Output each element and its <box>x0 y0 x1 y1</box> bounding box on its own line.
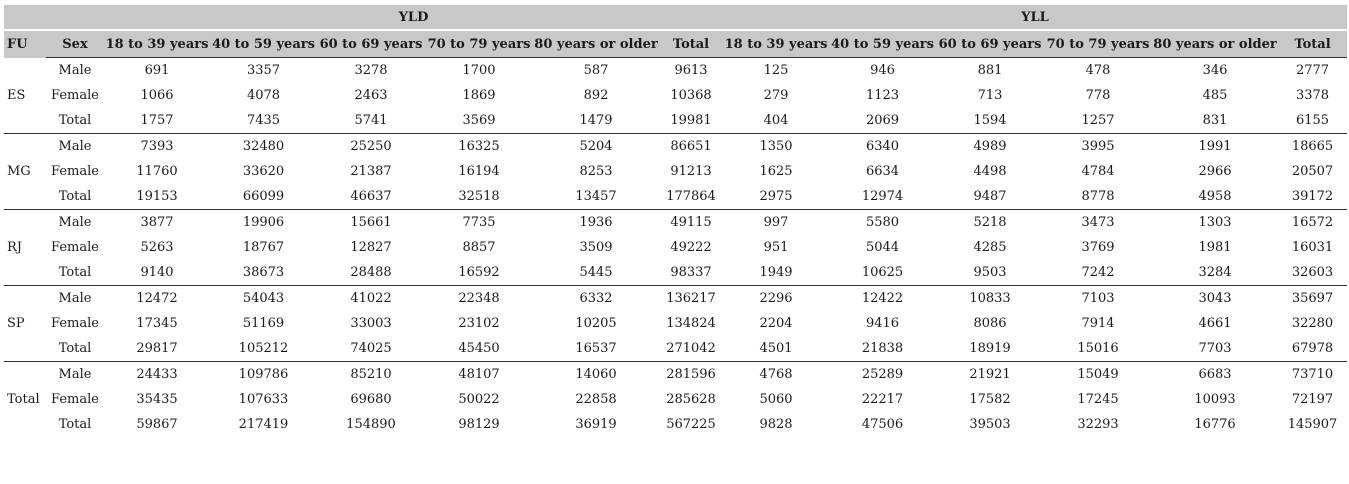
table-row <box>4 108 1347 134</box>
cell-yld-total: 49222 <box>670 240 712 255</box>
cell-yll-80-plus: 6683 <box>1152 362 1278 388</box>
table-row <box>4 83 1347 108</box>
cell-yll-70-79: 15016 <box>1077 341 1119 356</box>
cell-yld-70-79: 48107 <box>425 362 533 388</box>
cell-yld-80-plus: 5445 <box>579 265 613 280</box>
cell-yld-total: 98337 <box>670 265 712 280</box>
cell-yll-70-79: 32293 <box>1077 417 1119 432</box>
cell-yld-total: 86651 <box>659 134 723 160</box>
cell-yld-40-59: 38673 <box>242 265 285 280</box>
cell-fu <box>4 108 46 134</box>
cell-sex: Female <box>51 392 99 407</box>
cell-yld-total: 281596 <box>659 362 723 388</box>
table-row <box>4 412 1347 437</box>
cell-yld-40-59: 51169 <box>242 316 285 331</box>
column-header-yll-18-39: 18 to 39 years <box>723 30 829 58</box>
cell-sex: Female <box>51 316 99 331</box>
cell-yld-18-39: 1757 <box>140 113 174 128</box>
cell-yll-60-69: 17582 <box>969 392 1011 407</box>
cell-yld-70-79: 16325 <box>425 134 533 160</box>
cell-yll-18-39: 951 <box>763 240 789 255</box>
cell-yll-40-59: 47506 <box>861 417 904 432</box>
column-header-yld-80-plus: 80 years or older <box>533 30 659 58</box>
cell-yld-80-plus: 8253 <box>579 164 613 179</box>
cell-yld-18-39: 35435 <box>136 392 178 407</box>
cell-yld-18-39: 3877 <box>104 210 210 236</box>
cell-yld-80-plus: 14060 <box>533 362 659 388</box>
cell-yld-60-69: 21387 <box>350 164 392 179</box>
cell-yld-total: 9613 <box>659 58 723 84</box>
cell-yld-18-39: 5263 <box>140 240 174 255</box>
cell-yll-70-79: 3995 <box>1044 134 1152 160</box>
table-row <box>4 134 1347 160</box>
cell-yld-70-79: 3569 <box>462 113 496 128</box>
cell-yll-60-69: 9487 <box>973 189 1007 204</box>
cell-yll-total: 16572 <box>1278 210 1347 236</box>
cell-yld-60-69: 85210 <box>317 362 425 388</box>
cell-yld-70-79: 23102 <box>458 316 500 331</box>
cell-fu <box>4 362 46 388</box>
cell-yll-40-59: 946 <box>829 58 936 84</box>
cell-yld-70-79: 22348 <box>425 286 533 312</box>
cell-yld-total: 91213 <box>670 164 712 179</box>
cell-yll-total: 2777 <box>1278 58 1347 84</box>
cell-yld-total: 567225 <box>666 417 716 432</box>
column-header-yld-70-79: 70 to 79 years <box>425 30 533 58</box>
cell-yld-40-59: 107633 <box>238 392 289 407</box>
cell-yll-40-59: 2069 <box>865 113 900 128</box>
column-header-yll-80-plus: 80 years or older <box>1152 30 1278 58</box>
cell-yld-40-59: 54043 <box>210 286 317 312</box>
cell-yll-18-39: 1949 <box>759 265 793 280</box>
cell-yld-total: 19981 <box>670 113 712 128</box>
cell-yld-70-79: 1700 <box>425 58 533 84</box>
column-header-sex: Sex <box>46 30 104 58</box>
cell-yld-60-69: 25250 <box>317 134 425 160</box>
cell-yll-total: 6155 <box>1295 113 1330 128</box>
column-header-fu: FU <box>4 30 46 58</box>
cell-yll-70-79: 7103 <box>1044 286 1152 312</box>
cell-yll-60-69: 9503 <box>973 265 1007 280</box>
cell-yll-60-69: 881 <box>936 58 1044 84</box>
column-header-row <box>4 30 1347 58</box>
cell-yld-80-plus: 36919 <box>575 417 617 432</box>
column-header-yll-60-69: 60 to 69 years <box>936 30 1044 58</box>
cell-yld-40-59: 105212 <box>238 341 289 356</box>
cell-yll-60-69: 4285 <box>973 240 1007 255</box>
cell-yld-80-plus: 22858 <box>575 392 617 407</box>
cell-yld-60-69: 69680 <box>350 392 392 407</box>
cell-sex: Male <box>46 362 104 388</box>
cell-yld-total: 271042 <box>666 341 716 356</box>
cell-yld-80-plus: 13457 <box>575 189 617 204</box>
cell-fu: RJ <box>7 240 22 255</box>
table-row <box>4 210 1347 236</box>
cell-yll-80-plus: 2966 <box>1198 164 1232 179</box>
cell-sex: Male <box>46 286 104 312</box>
cell-yld-60-69: 46637 <box>350 189 392 204</box>
cell-yld-60-69: 41022 <box>317 286 425 312</box>
cell-yld-70-79: 8857 <box>462 240 496 255</box>
cell-yll-70-79: 478 <box>1044 58 1152 84</box>
cell-yll-60-69: 5218 <box>936 210 1044 236</box>
cell-yld-80-plus: 5204 <box>533 134 659 160</box>
column-header-yld-total: Total <box>659 30 723 58</box>
cell-yld-70-79: 98129 <box>458 417 500 432</box>
table-row <box>4 362 1347 388</box>
cell-yll-60-69: 8086 <box>973 316 1007 331</box>
cell-yll-total: 67978 <box>1291 341 1334 356</box>
cell-yll-total: 145907 <box>1287 417 1338 432</box>
cell-yll-70-79: 7242 <box>1081 265 1115 280</box>
cell-yll-18-39: 4768 <box>723 362 829 388</box>
cell-yld-70-79: 45450 <box>458 341 500 356</box>
cell-sex: Total <box>58 417 92 432</box>
cell-yll-80-plus: 3284 <box>1198 265 1232 280</box>
cell-yll-80-plus: 16776 <box>1194 417 1236 432</box>
cell-yll-total: 20507 <box>1291 164 1334 179</box>
cell-yll-18-39: 997 <box>723 210 829 236</box>
cell-yld-60-69: 28488 <box>350 265 392 280</box>
cell-yll-total: 18665 <box>1278 134 1347 160</box>
cell-yll-60-69: 713 <box>977 88 1003 103</box>
cell-yll-total: 73710 <box>1278 362 1347 388</box>
cell-yld-18-39: 1066 <box>140 88 174 103</box>
cell-yld-total: 177864 <box>666 189 716 204</box>
cell-fu <box>4 210 46 236</box>
cell-sex: Total <box>58 189 92 204</box>
group-header-row <box>4 5 1347 30</box>
cell-yld-40-59: 33620 <box>242 164 285 179</box>
cell-yll-80-plus: 831 <box>1202 113 1228 128</box>
cell-yld-70-79: 32518 <box>458 189 500 204</box>
cell-yll-80-plus: 1981 <box>1198 240 1232 255</box>
cell-yld-18-39: 691 <box>104 58 210 84</box>
cell-yll-80-plus: 10093 <box>1194 392 1236 407</box>
table-row <box>4 260 1347 286</box>
cell-yll-total: 3378 <box>1295 88 1330 103</box>
cell-fu: SP <box>7 316 25 331</box>
group-header-blank <box>4 5 104 30</box>
cell-yll-80-plus: 485 <box>1202 88 1228 103</box>
cell-fu: Total <box>7 392 40 407</box>
cell-yll-total: 72197 <box>1291 392 1334 407</box>
table-row <box>4 286 1347 312</box>
cell-yll-40-59: 10625 <box>861 265 904 280</box>
cell-yld-40-59: 66099 <box>242 189 285 204</box>
cell-yld-total: 285628 <box>666 392 716 407</box>
cell-yll-80-plus: 4958 <box>1198 189 1232 204</box>
cell-yld-60-69: 2463 <box>354 88 388 103</box>
cell-yll-40-59: 21838 <box>861 341 904 356</box>
column-header-yll-total: Total <box>1278 30 1347 58</box>
column-header-yld-60-69: 60 to 69 years <box>317 30 425 58</box>
table-body <box>4 58 1347 438</box>
cell-yll-18-39: 1350 <box>723 134 829 160</box>
cell-yld-18-39: 17345 <box>136 316 178 331</box>
cell-yld-60-69: 15661 <box>317 210 425 236</box>
cell-yll-60-69: 4498 <box>973 164 1007 179</box>
cell-yll-18-39: 2204 <box>759 316 793 331</box>
cell-yld-70-79: 16592 <box>458 265 500 280</box>
cell-yld-18-39: 24433 <box>104 362 210 388</box>
cell-yld-40-59: 19906 <box>210 210 317 236</box>
cell-yld-18-39: 29817 <box>136 341 178 356</box>
cell-yld-18-39: 59867 <box>136 417 178 432</box>
cell-yll-total: 39172 <box>1291 189 1334 204</box>
cell-yld-40-59: 4078 <box>246 88 281 103</box>
cell-yld-total: 49115 <box>659 210 723 236</box>
cell-yld-80-plus: 1479 <box>579 113 613 128</box>
cell-yll-18-39: 279 <box>763 88 789 103</box>
cell-yll-18-39: 404 <box>763 113 789 128</box>
table-row <box>4 311 1347 336</box>
cell-yll-40-59: 9416 <box>865 316 900 331</box>
cell-fu <box>4 286 46 312</box>
cell-yld-18-39: 7393 <box>104 134 210 160</box>
cell-yll-70-79: 7914 <box>1081 316 1115 331</box>
cell-yll-40-59: 6634 <box>865 164 900 179</box>
cell-yld-70-79: 50022 <box>458 392 500 407</box>
cell-yll-70-79: 1257 <box>1081 113 1115 128</box>
cell-yld-total: 10368 <box>670 88 712 103</box>
cell-yll-18-39: 5060 <box>759 392 793 407</box>
cell-fu: MG <box>7 164 31 179</box>
cell-fu <box>4 58 46 84</box>
table-row <box>4 387 1347 412</box>
cell-yll-total: 32280 <box>1291 316 1334 331</box>
yld-group-header: YLD <box>104 5 723 30</box>
cell-yll-total: 35697 <box>1278 286 1347 312</box>
column-header-yld-40-59: 40 to 59 years <box>210 30 317 58</box>
cell-sex: Total <box>58 265 92 280</box>
cell-yld-70-79: 16194 <box>458 164 500 179</box>
cell-yll-80-plus: 4661 <box>1198 316 1232 331</box>
cell-yll-80-plus: 3043 <box>1152 286 1278 312</box>
cell-yll-70-79: 778 <box>1085 88 1111 103</box>
cell-fu <box>4 184 46 210</box>
cell-sex: Female <box>51 164 99 179</box>
cell-sex: Male <box>46 134 104 160</box>
cell-yld-40-59: 18767 <box>242 240 285 255</box>
cell-fu <box>4 412 46 437</box>
cell-yll-18-39: 9828 <box>759 417 793 432</box>
cell-yll-18-39: 125 <box>723 58 829 84</box>
cell-yld-80-plus: 16537 <box>575 341 617 356</box>
cell-yll-18-39: 4501 <box>759 341 793 356</box>
cell-sex: Female <box>51 240 99 255</box>
table-row <box>4 235 1347 260</box>
column-header-yll-70-79: 70 to 79 years <box>1044 30 1152 58</box>
cell-yll-total: 32603 <box>1291 265 1334 280</box>
cell-yld-60-69: 74025 <box>350 341 392 356</box>
cell-yld-40-59: 32480 <box>210 134 317 160</box>
cell-yld-total: 134824 <box>666 316 716 331</box>
cell-yld-70-79: 1869 <box>462 88 496 103</box>
cell-yll-60-69: 39503 <box>969 417 1011 432</box>
cell-yll-70-79: 17245 <box>1077 392 1119 407</box>
cell-yld-40-59: 7435 <box>246 113 281 128</box>
cell-yll-18-39: 2296 <box>723 286 829 312</box>
cell-fu: ES <box>7 88 26 103</box>
cell-yld-80-plus: 892 <box>583 88 609 103</box>
cell-yll-40-59: 25289 <box>829 362 936 388</box>
cell-yld-18-39: 12472 <box>104 286 210 312</box>
cell-yll-60-69: 21921 <box>936 362 1044 388</box>
cell-sex: Total <box>58 341 92 356</box>
cell-yld-70-79: 7735 <box>425 210 533 236</box>
cell-yll-80-plus: 346 <box>1152 58 1278 84</box>
cell-yll-40-59: 22217 <box>861 392 904 407</box>
cell-yld-80-plus: 10205 <box>575 316 617 331</box>
cell-sex: Total <box>58 113 92 128</box>
cell-yll-60-69: 1594 <box>973 113 1007 128</box>
cell-sex: Female <box>51 88 99 103</box>
cell-yld-80-plus: 587 <box>533 58 659 84</box>
cell-yll-70-79: 15049 <box>1044 362 1152 388</box>
cell-yll-40-59: 12422 <box>829 286 936 312</box>
cell-yld-18-39: 11760 <box>136 164 178 179</box>
cell-fu <box>4 260 46 286</box>
cell-yll-40-59: 12974 <box>861 189 904 204</box>
cell-yll-80-plus: 7703 <box>1198 341 1232 356</box>
table-row <box>4 58 1347 84</box>
cell-yld-80-plus: 3509 <box>579 240 613 255</box>
cell-yll-70-79: 8778 <box>1081 189 1115 204</box>
table-row <box>4 159 1347 184</box>
yll-group-header: YLL <box>723 5 1347 30</box>
cell-yld-18-39: 19153 <box>136 189 178 204</box>
burden-table <box>4 5 1347 437</box>
cell-yld-60-69: 3278 <box>317 58 425 84</box>
cell-yll-80-plus: 1991 <box>1152 134 1278 160</box>
cell-yll-70-79: 4784 <box>1081 164 1115 179</box>
cell-yll-70-79: 3769 <box>1081 240 1115 255</box>
cell-fu <box>4 134 46 160</box>
cell-yld-40-59: 109786 <box>210 362 317 388</box>
cell-yll-60-69: 10833 <box>936 286 1044 312</box>
cell-fu <box>4 336 46 362</box>
cell-yld-60-69: 154890 <box>346 417 396 432</box>
cell-sex: Male <box>46 58 104 84</box>
cell-yll-80-plus: 1303 <box>1152 210 1278 236</box>
column-header-yld-18-39: 18 to 39 years <box>104 30 210 58</box>
cell-yll-40-59: 6340 <box>829 134 936 160</box>
cell-yld-40-59: 3357 <box>210 58 317 84</box>
cell-yld-18-39: 9140 <box>140 265 174 280</box>
cell-yll-60-69: 4989 <box>936 134 1044 160</box>
column-header-yll-40-59: 40 to 59 years <box>829 30 936 58</box>
cell-yll-total: 16031 <box>1291 240 1334 255</box>
cell-yld-40-59: 217419 <box>238 417 289 432</box>
cell-yll-40-59: 5580 <box>829 210 936 236</box>
cell-sex: Male <box>46 210 104 236</box>
cell-yll-18-39: 1625 <box>759 164 793 179</box>
cell-yld-80-plus: 6332 <box>533 286 659 312</box>
cell-yll-70-79: 3473 <box>1044 210 1152 236</box>
cell-yld-60-69: 33003 <box>350 316 392 331</box>
cell-yld-60-69: 12827 <box>350 240 392 255</box>
cell-yld-60-69: 5741 <box>354 113 388 128</box>
cell-yll-18-39: 2975 <box>759 189 793 204</box>
cell-yld-total: 136217 <box>659 286 723 312</box>
cell-yld-80-plus: 1936 <box>533 210 659 236</box>
cell-yll-60-69: 18919 <box>969 341 1011 356</box>
cell-yll-40-59: 1123 <box>865 88 900 103</box>
table-row <box>4 184 1347 210</box>
table-row <box>4 336 1347 362</box>
cell-yll-40-59: 5044 <box>865 240 900 255</box>
